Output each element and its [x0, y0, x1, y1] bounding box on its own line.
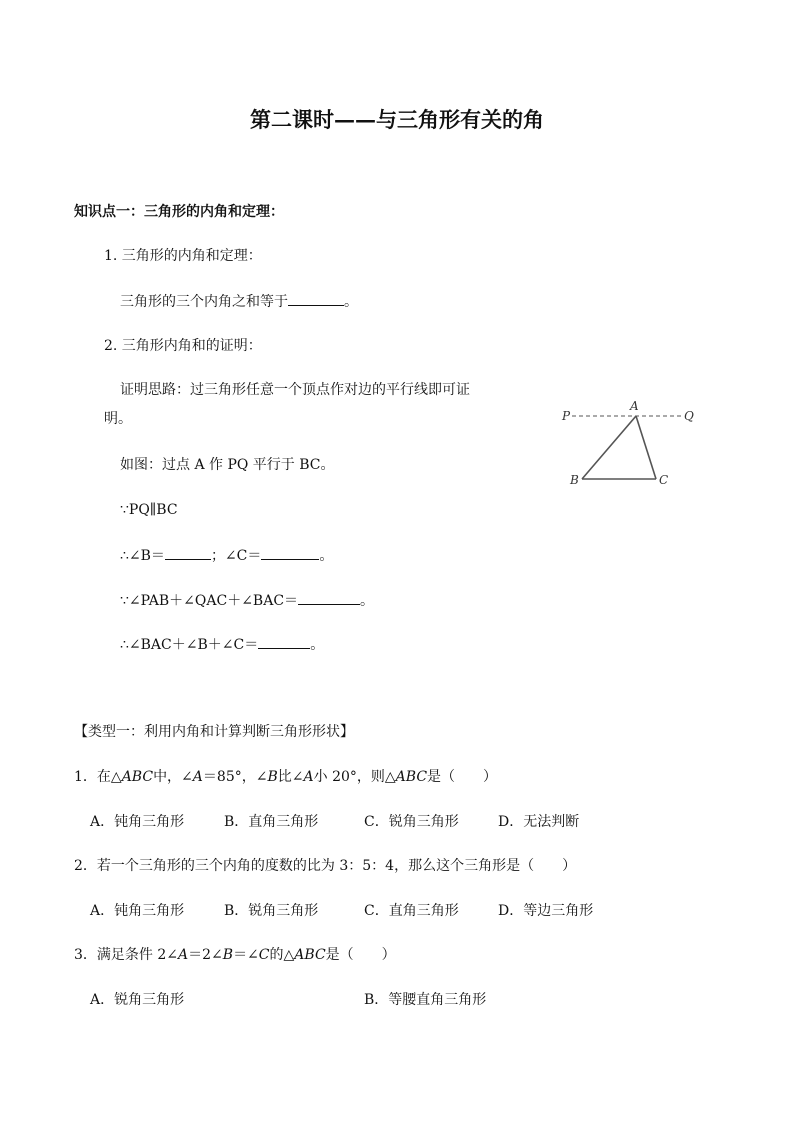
item-1-heading: 1. 三角形的内角和定理：: [104, 248, 262, 264]
theorem-text: 三角形的三个内角之和等于: [120, 294, 288, 310]
therefore-text-b: ；∠C＝: [210, 548, 262, 564]
label-b: B: [570, 473, 579, 487]
q1-text: 小 20°，则△: [313, 769, 396, 785]
page-title: 第二课时——与三角形有关的角: [250, 107, 544, 132]
punct: 。: [319, 548, 334, 564]
therefore-text-a: ∴∠B＝: [120, 548, 165, 564]
q3-var: A: [178, 947, 189, 963]
theorem-line: [120, 291, 358, 312]
q2-option-c[interactable]: C．直角三角形: [364, 903, 459, 919]
q1-var: ABC: [121, 769, 154, 785]
q1-var: A: [303, 769, 314, 785]
question-2: 2．若一个三角形的三个内角的度数的比为 3：5：4，那么这个三角形是（ ）: [74, 858, 577, 874]
label-q: Q: [684, 409, 694, 423]
q1-option-a[interactable]: A．钝角三角形: [90, 814, 185, 830]
q3-text: 3．满足条件 2∠: [74, 947, 178, 963]
q3-var: C: [258, 947, 270, 963]
q1-var: A: [192, 769, 203, 785]
therefore-text-2: ∴∠BAC＋∠B＋∠C＝: [120, 637, 259, 653]
section-heading: 知识点一：三角形的内角和定理：: [74, 204, 284, 220]
because-text-2: ∵∠PAB＋∠QAC＋∠BAC＝: [120, 593, 299, 609]
q3-text: ＝2∠: [188, 947, 223, 963]
punct: 。: [310, 637, 325, 653]
q1-text: 比∠: [277, 769, 304, 785]
q2-option-a[interactable]: A．钝角三角形: [90, 903, 185, 919]
q3-text: 的△: [269, 947, 295, 963]
q1-option-d[interactable]: D．无法判断: [498, 814, 580, 830]
answer-blank[interactable]: [165, 545, 211, 560]
q3-text: 是（ ）: [325, 947, 396, 963]
q2-option-b[interactable]: B．锐角三角形: [224, 903, 319, 919]
side-ab: [582, 416, 636, 479]
as-figure-line: 如图：过点 A 作 PQ 平行于 BC。: [120, 457, 335, 473]
q1-text: 是（ ）: [427, 769, 498, 785]
item-2-heading: 2. 三角形内角和的证明：: [104, 338, 262, 354]
because-line-1: ∵PQ∥BC: [120, 502, 178, 518]
proof-idea-line-2: 明。: [104, 411, 132, 427]
punct: 。: [360, 593, 375, 609]
question-3: [74, 945, 396, 965]
q1-text: 1．在△: [74, 769, 122, 785]
answer-blank[interactable]: [298, 590, 360, 605]
label-p: P: [562, 409, 571, 423]
label-a: A: [630, 399, 639, 413]
q1-option-c[interactable]: C．锐角三角形: [364, 814, 459, 830]
q3-var: B: [222, 947, 234, 963]
therefore-line-1: [120, 545, 333, 566]
question-1: [74, 767, 497, 787]
q1-text: 中，∠: [153, 769, 193, 785]
q3-var: ABC: [294, 947, 326, 963]
proof-idea-line-1: 证明思路：过三角形任意一个顶点作对边的平行线即可证: [120, 382, 470, 398]
answer-blank[interactable]: [258, 634, 310, 649]
type-1-heading: 【类型一：利用内角和计算判断三角形形状】: [74, 724, 354, 740]
punct: 。: [344, 294, 358, 310]
q1-var: ABC: [395, 769, 428, 785]
answer-blank[interactable]: [288, 291, 344, 306]
triangle-figure: [560, 396, 700, 496]
q3-option-b[interactable]: B．等腰直角三角形: [364, 992, 487, 1008]
q1-option-b[interactable]: B．直角三角形: [224, 814, 319, 830]
q1-text: ＝85°，∠: [202, 769, 268, 785]
q3-text: ＝∠: [233, 947, 259, 963]
q1-var: B: [267, 769, 278, 785]
q2-option-d[interactable]: D．等边三角形: [498, 903, 594, 919]
label-c: C: [659, 473, 669, 487]
because-line-2: [120, 590, 374, 611]
q3-option-a[interactable]: A．锐角三角形: [90, 992, 185, 1008]
answer-blank[interactable]: [261, 545, 319, 560]
therefore-line-2: [120, 634, 324, 655]
side-ac: [636, 416, 656, 479]
